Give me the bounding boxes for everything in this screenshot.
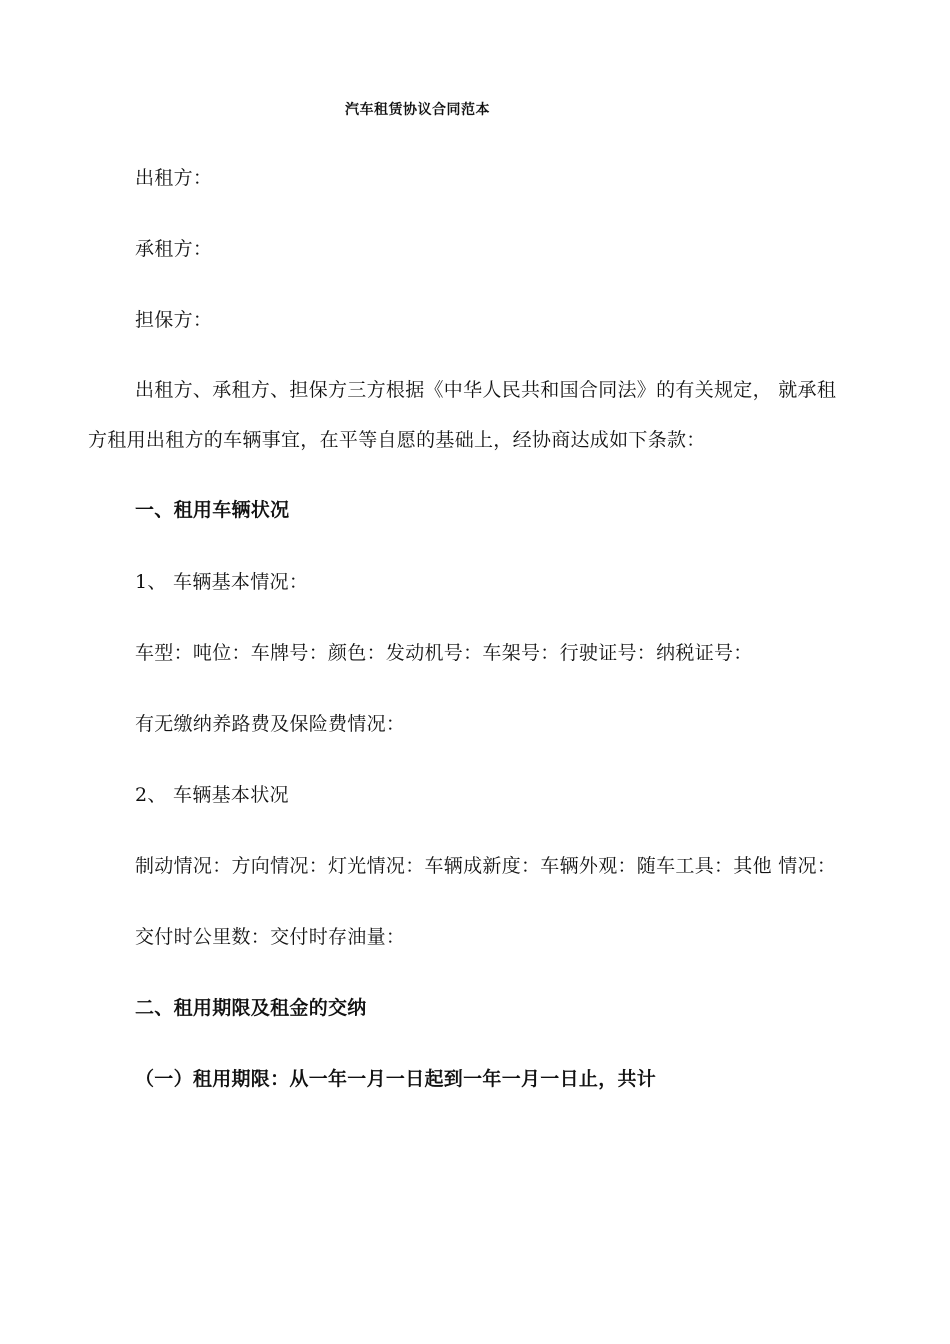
lessor-label: 出租方： [135, 167, 213, 189]
item-2-fields: 制动情况：方向情况：灯光情况：车辆成新度：车辆外观：随车工具：其他 情况： [135, 855, 837, 877]
item-1-fees: 有无缴纳养路费及保险费情况： [135, 713, 406, 735]
item-2-delivery: 交付时公里数：交付时存油量： [135, 926, 406, 948]
item-2-label: 2、 车辆基本状况 [135, 784, 289, 806]
section-1-heading: 一、租用车辆状况 [135, 499, 290, 521]
item-1-fields: 车型：吨位：车牌号：颜色：发动机号：车架号：行驶证号：纳税证号： [135, 642, 753, 664]
document-title: 汽车租赁协议合同范本 [345, 102, 490, 118]
guarantor-label: 担保方： [135, 309, 213, 331]
item-1-label: 1、 车辆基本情况： [135, 571, 309, 593]
intro-paragraph-line-1: 出租方、承租方、担保方三方根据《中华人民共和国合同法》的有关规定， 就承租 [135, 379, 837, 401]
rental-term-line: （一）租用期限：从一年一月一日起到一年一月一日止，共计 [135, 1068, 657, 1090]
lessee-label: 承租方： [135, 238, 213, 260]
intro-paragraph-line-2: 方租用出租方的车辆事宜，在平等自愿的基础上，经协商达成如下条款： [88, 429, 706, 451]
section-2-heading: 二、租用期限及租金的交纳 [135, 997, 367, 1019]
